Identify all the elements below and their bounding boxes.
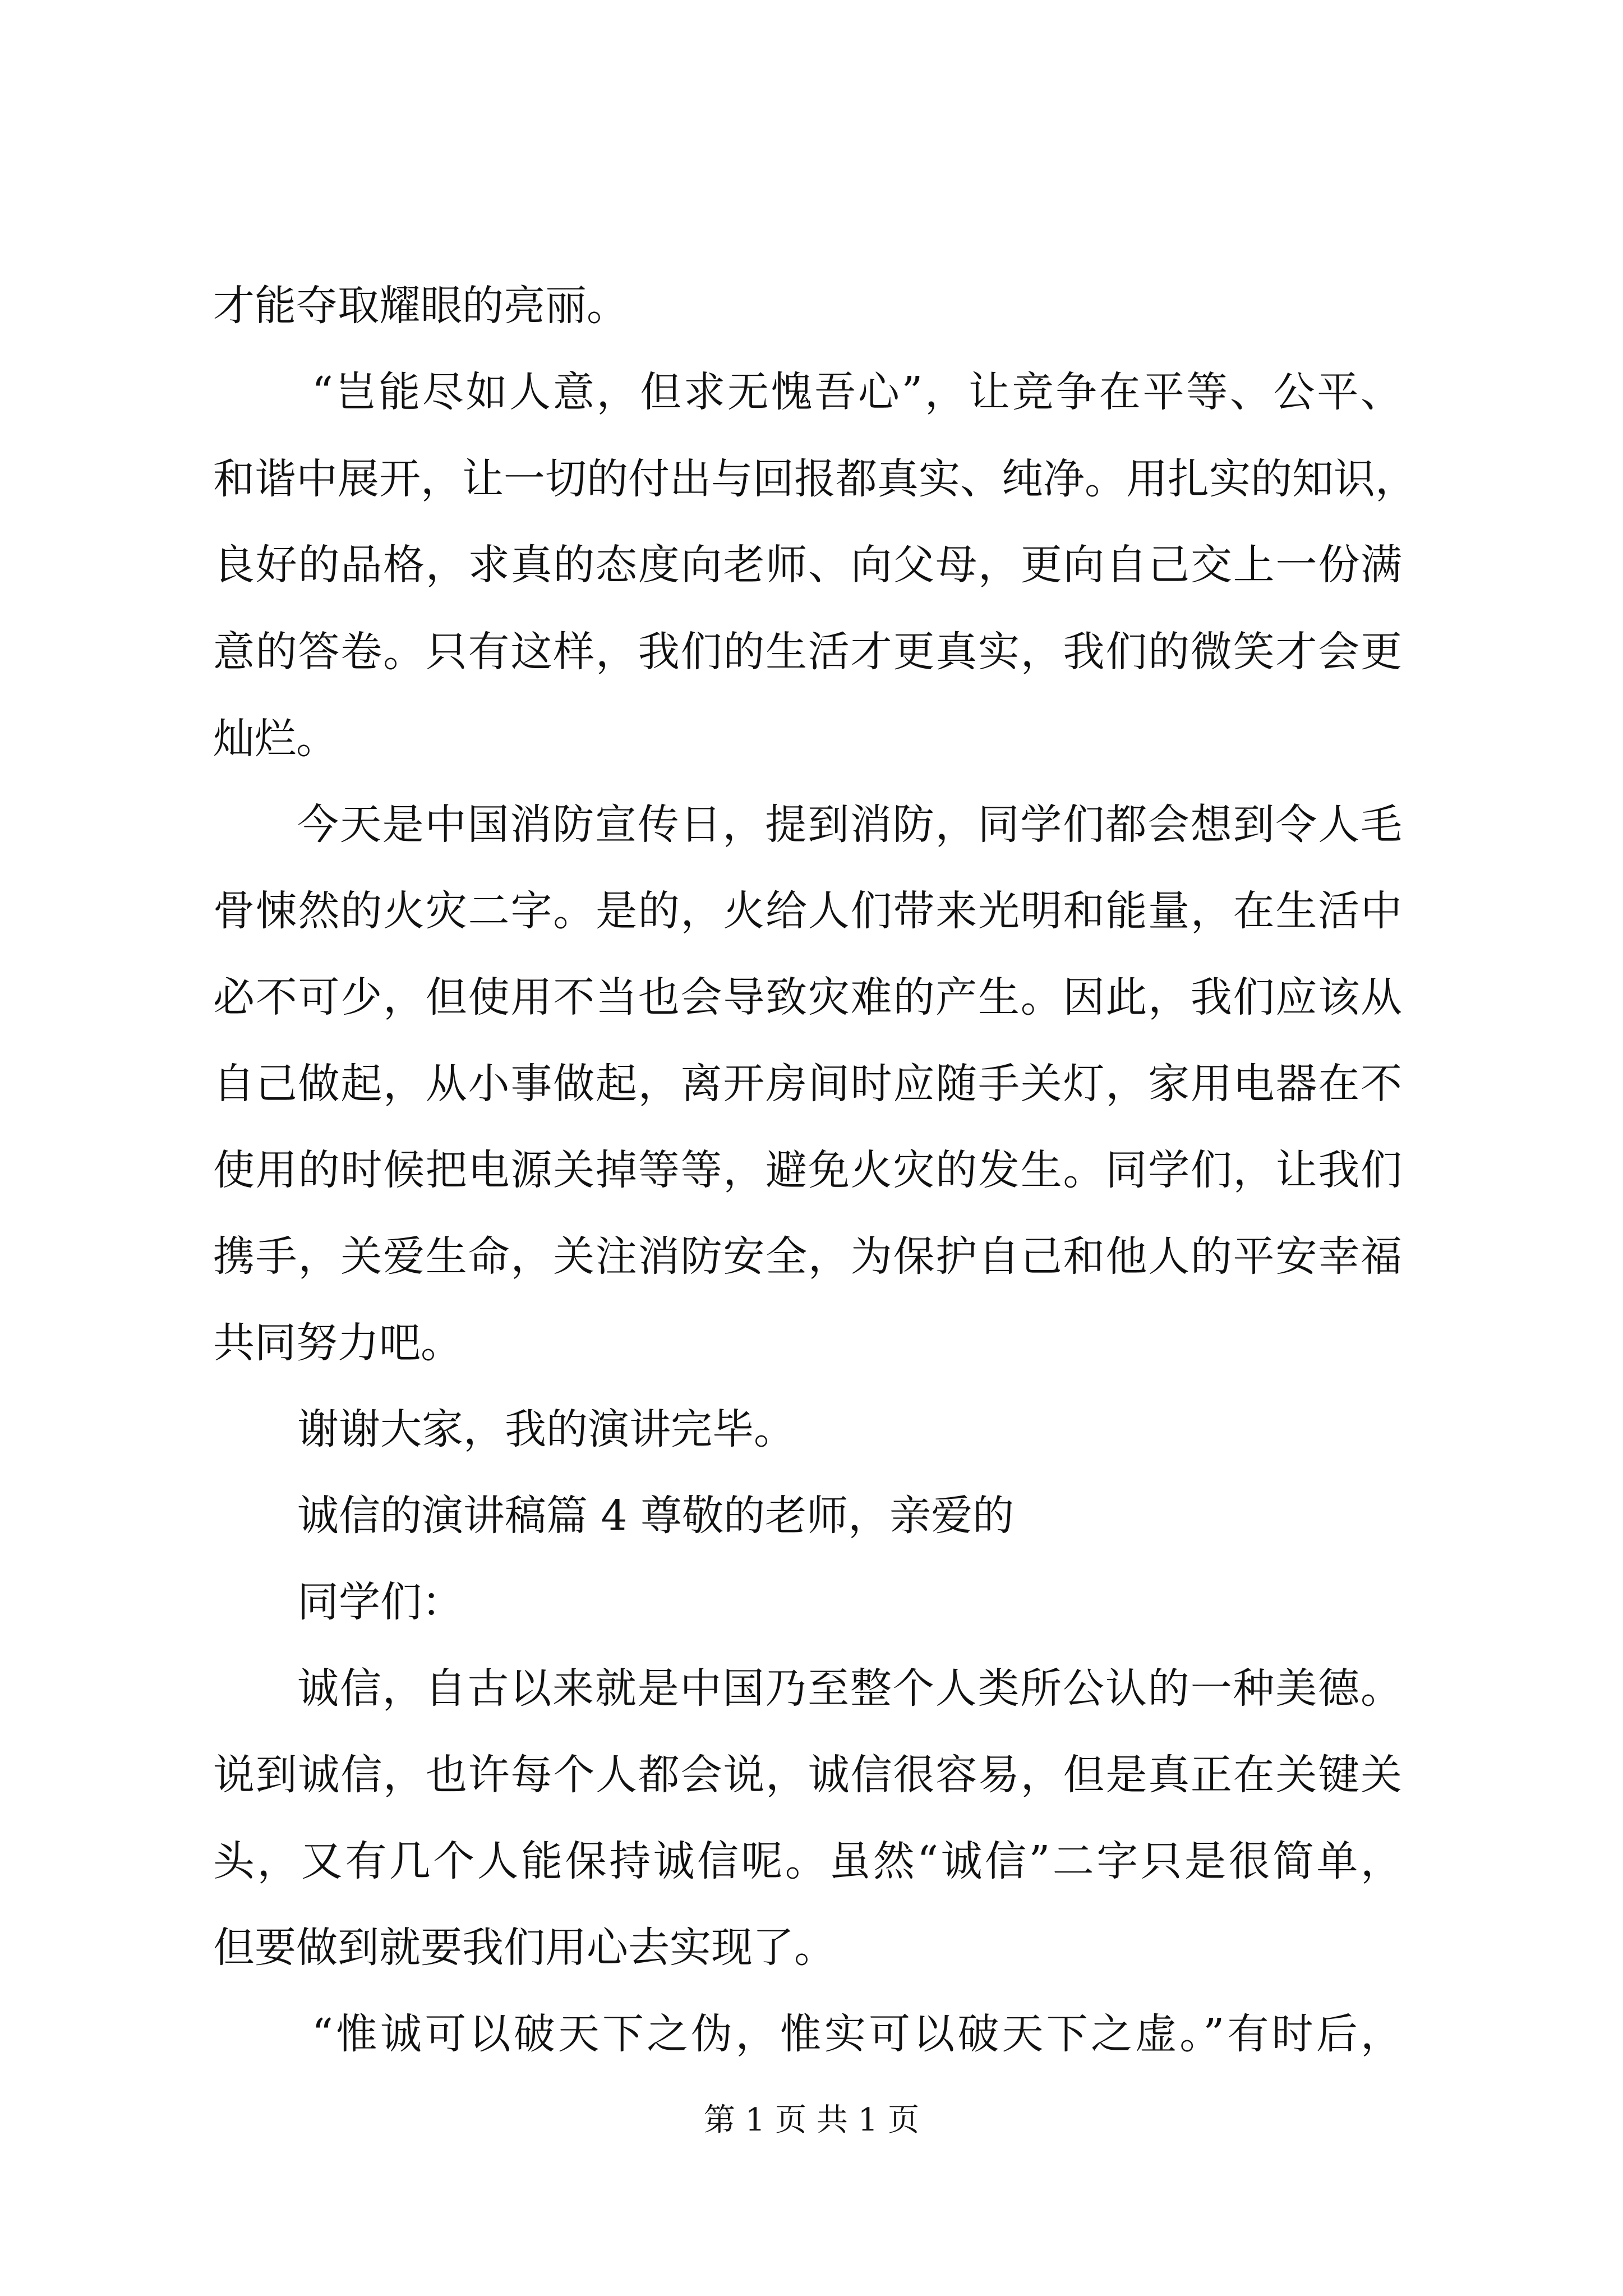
body-line: 共同努力吧。	[213, 1319, 462, 1367]
body-line: 诚信，自古以来就是中国乃至整个人类所公认的一种美德。	[297, 1664, 1402, 1713]
body-line: 和谐中展开，让一切的付出与回报都真实、纯净。用扎实的知识，	[213, 455, 1417, 503]
body-line: 自己做起，从小事做起，离开房间时应随手关灯，家用电器在不	[213, 1060, 1402, 1108]
body-line: 谢谢大家，我的演讲完毕。	[297, 1405, 795, 1453]
body-line: 说到诚信，也许每个人都会说，诚信很容易，但是真正在关键关	[213, 1751, 1402, 1799]
body-line: 但要做到就要我们用心去实现了。	[213, 1924, 836, 1972]
page-footer: 第 1 页 共 1 页	[703, 2102, 920, 2138]
body-line: 良好的品格，求真的态度向老师、向父母，更向自己交上一份满	[213, 541, 1402, 589]
body-line: 今天是中国消防宣传日，提到消防，同学们都会想到令人毛	[297, 800, 1402, 849]
body-line: “岂能尽如人意，但求无愧吾心”，让竞争在平等、公平、	[312, 368, 1402, 416]
body-line: 携手，关爱生命，关注消防安全，为保护自己和他人的平安幸福	[213, 1232, 1402, 1281]
body-line: “惟诚可以破天下之伪，惟实可以破天下之虚。”有时后，	[312, 2010, 1402, 2058]
body-line: 诚信的演讲稿篇 4 尊敬的老师，亲爱的	[297, 1492, 1015, 1540]
body-line: 才能夺取耀眼的亮丽。	[213, 282, 628, 330]
body-line: 意的答卷。只有这样，我们的生活才更真实，我们的微笑才会更	[213, 628, 1402, 676]
body-line: 同学们：	[297, 1578, 463, 1626]
body-line: 灿烂。	[213, 715, 338, 763]
body-line: 头，又有几个人能保持诚信呢。虽然“诚信”二字只是很简单，	[213, 1837, 1402, 1885]
body-line: 骨悚然的火灾二字。是的，火给人们带来光明和能量，在生活中	[213, 887, 1402, 935]
body-line: 必不可少，但使用不当也会导致灾难的产生。因此，我们应该从	[213, 973, 1402, 1022]
body-line: 使用的时候把电源关掉等等，避免火灾的发生。同学们，让我们	[213, 1146, 1402, 1194]
